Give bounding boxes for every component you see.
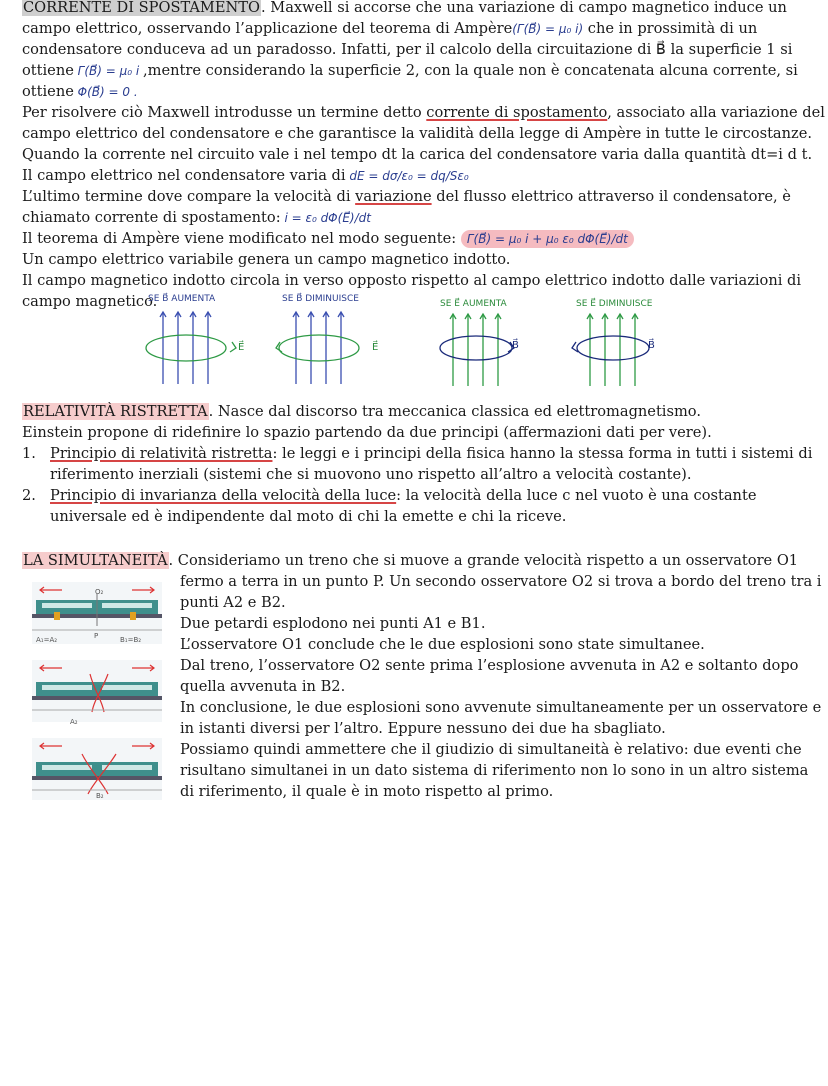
s1-line-3: condensatore conduceva ad un paradosso. Infatti, per il calcolo della circuitazione di B⃗ la superficie 1 si (22, 41, 793, 58)
principle-1-line-2: riferimento inerziali (sistemi che si muovono uno rispetto all’altro a velocità costante). (50, 466, 692, 483)
s1-line-9: Il campo elettrico nel condensatore varia di dE = dσ/ε₀ = dq/Sε₀ (22, 167, 469, 184)
s1-line-11: chiamato corrente di spostamento: i = ε₀ dΦ(E⃗)/dt (22, 209, 371, 226)
sim-line-2: punti A2 e B2. (180, 594, 286, 611)
s1-line-15: campo magnetico. (22, 293, 158, 310)
sim-line-11: di riferimento, il quale è in moto rispetto al primo. (180, 783, 554, 800)
caption-b-decrease: SE B⃗ DIMINUISCE (282, 294, 359, 304)
s3-heading: LA SIMULTANEITÀ (23, 552, 168, 569)
s1-line-8: Quando la corrente nel circuito vale i nel tempo dt la carica del condensatore varia dalla quantità dt=i d t. (22, 146, 813, 163)
s1-line-12: Il teorema di Ampère viene modificato nel modo seguente: Γ(B⃗) = μ₀ i + μ₀ ε₀ dΦ(E⃗)/dt (22, 228, 634, 250)
field-sketches (130, 306, 690, 390)
s2-heading: RELATIVITÀ RISTRETTA (23, 403, 208, 420)
train-label-p: P (94, 632, 99, 640)
caption-b-increase: SE B⃗ AUMENTA (148, 294, 216, 304)
sim-line-10: risultano simultanei in un dato sistema di riferimento non lo sono in un altro sistema (180, 762, 809, 779)
train-label-b1b2: B₁=B₂ (120, 636, 142, 644)
sketch-e-increase (440, 314, 514, 386)
sketch-b-decrease (276, 312, 359, 384)
principle-2-line-1: Principio di invarianza della velocità della luce: la velocità della luce c nel vuoto è una costante (50, 487, 757, 504)
s1-line-13: Un campo elettrico variabile genera un campo magnetico indotto. (22, 251, 511, 268)
list-num-2: 2. (22, 487, 36, 504)
s1-line-1: CORRENTE DI SPOSTAMENTO. Maxwell si accorse che una variazione di campo magnetico induce un (23, 0, 787, 16)
sim-line-4: L’osservatore O1 conclude che le due esplosioni sono state simultanee. (180, 636, 705, 653)
train3-label-b2: B₂ (96, 792, 104, 800)
vec-b-label-1: B⃗ (512, 340, 519, 351)
sim-line-5: Dal treno, l’osservatore O2 sente prima l’esplosione avvenuta in A2 e soltanto dopo (180, 657, 799, 674)
s1-line-10: L’ultimo termine dove compare la velocità di variazione del flusso elettrico attraverso il condensatore, è (22, 188, 791, 205)
vec-e-label-1: E⃗ (238, 342, 245, 353)
s2-line-2: Einstein propone di ridefinire lo spazio partendo da due principi (affermazioni dati per vere). (22, 424, 712, 441)
s1-line-6: Per risolvere ciò Maxwell introdusse un termine detto corrente di spostamento, associato alla variazione del (22, 104, 825, 121)
sim-line-1: fermo a terra in un punto P. Un secondo osservatore O2 si trova a bordo del treno tra i (180, 573, 822, 590)
principle-2-title: Principio di invarianza della velocità della luce (50, 487, 397, 504)
s1-line-7: campo elettrico del condensatore e che garantisce la validità della legge di Ampère in tutte le circostanze. (22, 125, 813, 142)
sim-line-3: Due petardi esplodono nei punti A1 e B1. (180, 615, 486, 632)
train2-label-a2: A₂ (70, 718, 78, 726)
s1-heading: CORRENTE DI SPOSTAMENTO (23, 0, 260, 16)
list-num-1: 1. (22, 445, 36, 462)
sim-line-9: Possiamo quindi ammettere che il giudizio di simultaneità è relativo: due eventi che (180, 741, 802, 758)
train-figure-3 (32, 738, 162, 800)
principle-1-line-1: Principio di relatività ristretta: le leggi e i principi della fisica hanno la stessa forma in tutti i sistemi di (50, 445, 813, 462)
train-figure-2 (32, 660, 162, 722)
modified-ampere-formula: Γ(B⃗) = μ₀ i + μ₀ ε₀ dΦ(E⃗)/dt (461, 230, 634, 248)
train-label-o2: O₂ (95, 588, 104, 596)
principle-2-line-2: universale ed è indipendente dal moto di chi la emette e chi la riceve. (50, 508, 567, 525)
train-label-a1a2: A₁=A₂ (36, 636, 58, 644)
sim-line-7: In conclusione, le due esplosioni sono avvenute simultaneamente per un osservatore e (180, 699, 822, 716)
s1-line-5: ottiene Φ(B⃗) = 0 . (22, 83, 138, 100)
sim-line-8: in istanti diversi per l’altro. Eppure nessuno dei due ha sbagliato. (180, 720, 666, 737)
principle-1-title: Principio di relatività ristretta (50, 445, 273, 462)
vec-b-label-2: B⃗ (648, 340, 655, 351)
sketch-b-increase (146, 312, 236, 384)
caption-e-increase: SE E⃗ AUMENTA (440, 299, 507, 309)
ampere-formula: (Γ(B⃗) = μ₀ i) (512, 22, 584, 36)
s1-line-14: Il campo magnetico indotto circola in verso opposto rispetto al campo elettrico indotto dalle variazioni di (22, 272, 802, 289)
s1-line-4: ottiene Γ(B⃗) = μ₀ i ,mentre considerando la superficie 2, con la quale non è concatenata alcuna corrente, si (22, 62, 798, 79)
caption-e-decrease: SE E⃗ DIMINUISCE (576, 299, 653, 309)
sim-line-6: quella avvenuta in B2. (180, 678, 346, 695)
sketch-e-decrease (572, 314, 649, 386)
vec-e-label-2: E⃗ (372, 342, 379, 353)
s2-line-1: RELATIVITÀ RISTRETTA. Nasce dal discorso tra meccanica classica ed elettromagnetismo. (23, 403, 701, 420)
s3-line-1: LA SIMULTANEITÀ. Consideriamo un treno che si muove a grande velocità rispetto a un osservatore O1 (23, 552, 799, 569)
s1-line-2: campo elettrico, osservando l’applicazione del teorema di Ampère(Γ(B⃗) = μ₀ i) che in prossimità di un (22, 20, 758, 37)
